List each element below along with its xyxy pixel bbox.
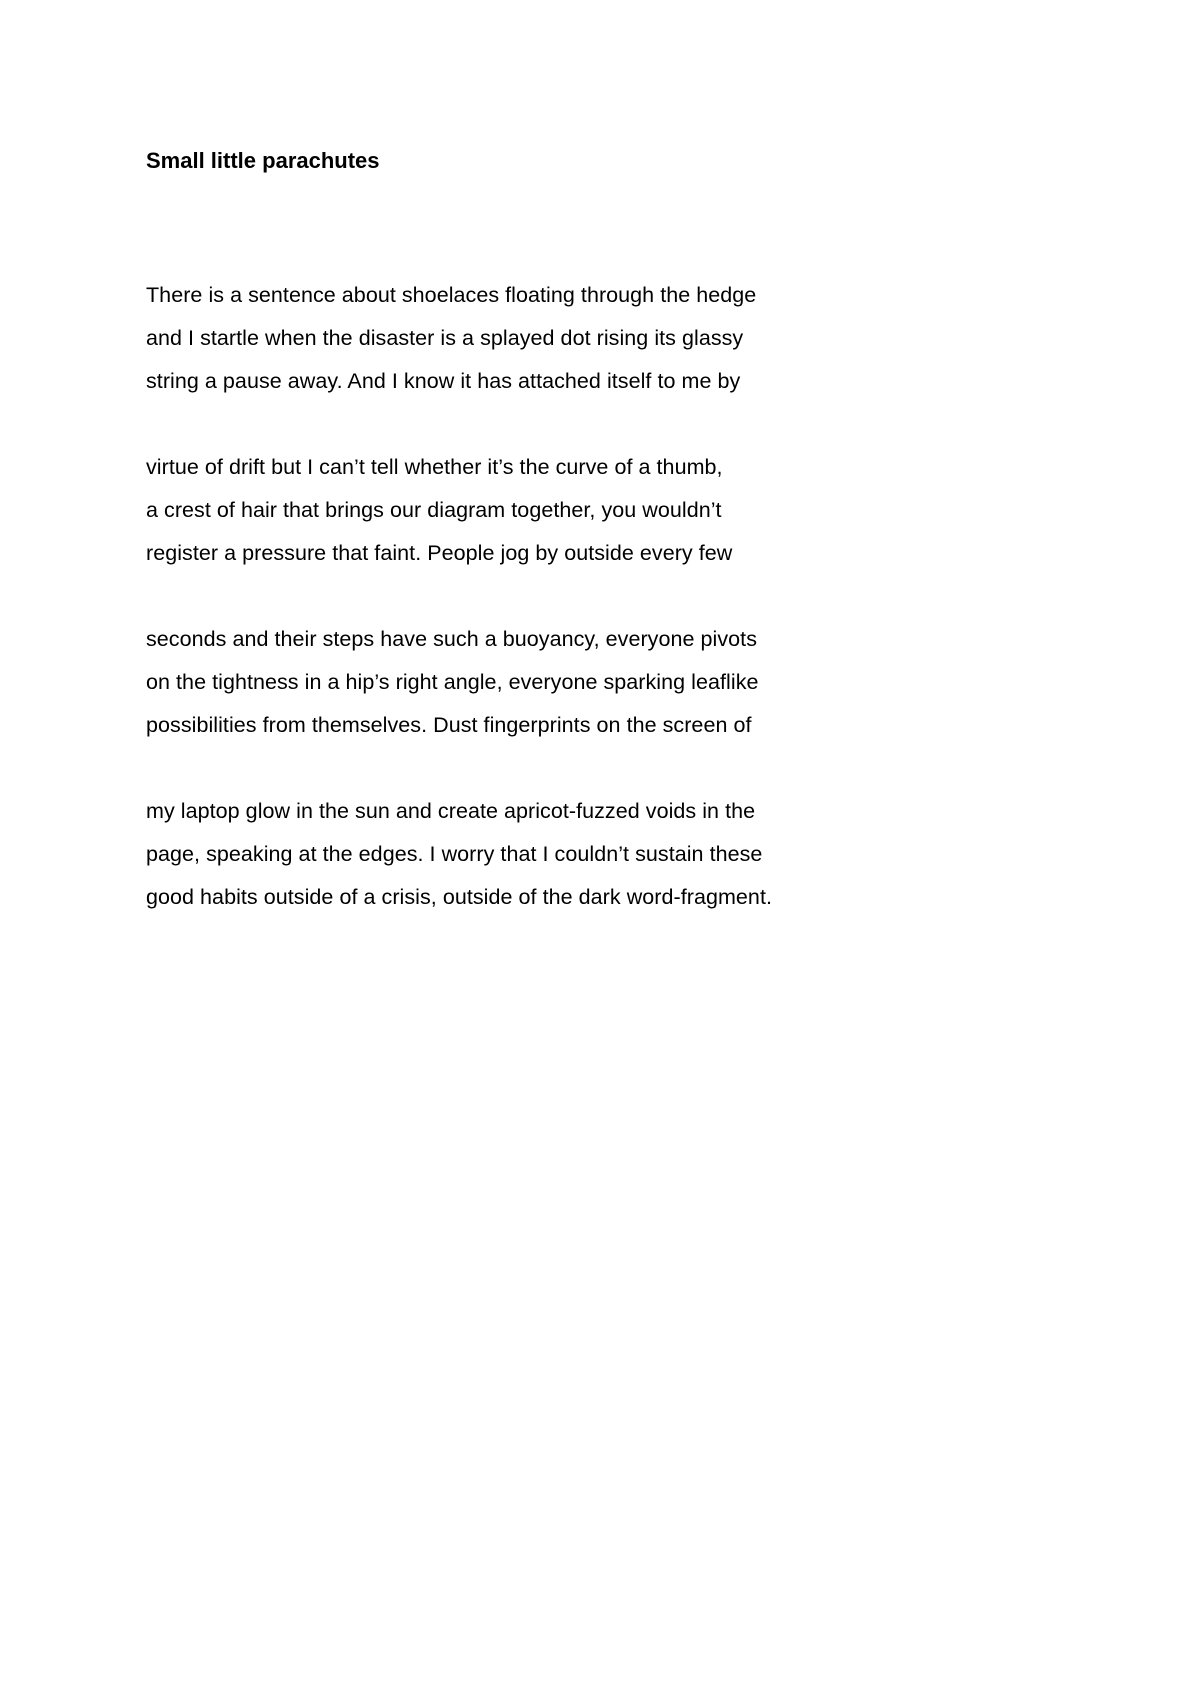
poem-line: string a pause away. And I know it has attached itself to me by (146, 369, 741, 393)
poem-line: There is a sentence about shoelaces floating through the hedge (146, 283, 757, 307)
poem-line: a crest of hair that brings our diagram together, you wouldn’t (146, 498, 722, 522)
stanza-2 (146, 446, 1046, 575)
poem-line: page, speaking at the edges. I worry that I couldn’t sustain these (146, 842, 763, 866)
poem-line: good habits outside of a crisis, outside of the dark word-fragment. (146, 885, 772, 909)
poem-line: possibilities from themselves. Dust fingerprints on the screen of (146, 713, 752, 737)
stanza-3 (146, 618, 1046, 747)
poem-line: virtue of drift but I can’t tell whether it’s the curve of a thumb, (146, 455, 723, 479)
poem-line: seconds and their steps have such a buoyancy, everyone pivots (146, 627, 757, 651)
document-title: Small little parachutes (146, 148, 380, 173)
stanza-1 (146, 274, 1046, 403)
poem-body (146, 274, 1046, 962)
stanza-4 (146, 790, 1046, 919)
poem-line: on the tightness in a hip’s right angle, everyone sparking leaflike (146, 670, 759, 694)
poem-line: my laptop glow in the sun and create apricot-fuzzed voids in the (146, 799, 756, 823)
poem-line: and I startle when the disaster is a splayed dot rising its glassy (146, 326, 744, 350)
poem-line: register a pressure that faint. People jog by outside every few (146, 541, 733, 565)
